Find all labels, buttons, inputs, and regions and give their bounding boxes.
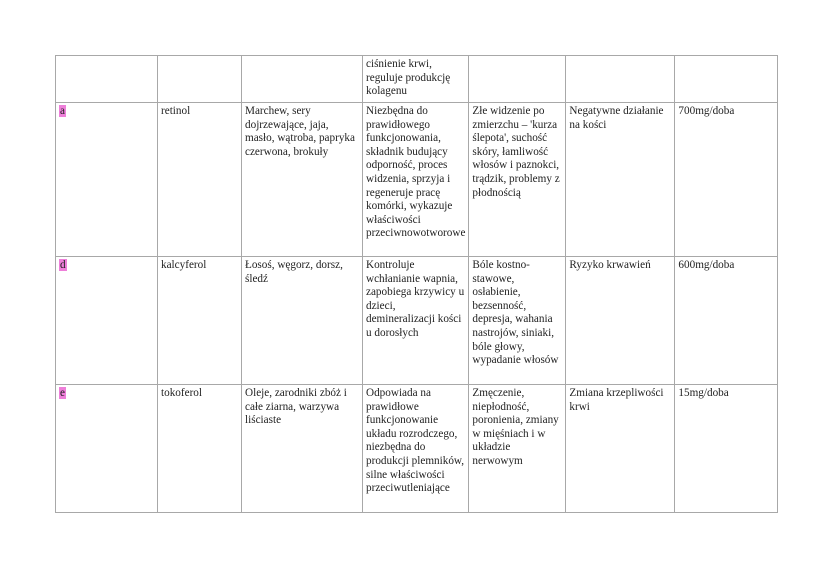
- name-cell: kalcyferol: [158, 257, 242, 385]
- excess-cell: Negatywne działanie na kości: [566, 103, 675, 257]
- vitamin-cell: [56, 103, 158, 257]
- dose-cell: 600mg/doba: [675, 257, 778, 385]
- table-row: [56, 103, 778, 257]
- excess-cell: Ryzyko krwawień: [566, 257, 675, 385]
- sources-cell: [242, 56, 363, 103]
- name-cell: [158, 56, 242, 103]
- vitamin-cell: [56, 257, 158, 385]
- deficiency-cell: [469, 56, 566, 103]
- sources-cell: Łosoś, węgorz, dorsz, śledź: [242, 257, 363, 385]
- excess-cell: Zmiana krzepliwości krwi: [566, 385, 675, 513]
- table-row: [56, 257, 778, 385]
- function-cell: ciśnienie krwi, reguluje produkcję kolagenu: [363, 56, 469, 103]
- dose-cell: [675, 56, 778, 103]
- deficiency-cell: Zmęczenie, niepłodność, poronienia, zmiany w mięśniach i w układzie nerwowym: [469, 385, 566, 513]
- function-cell: Odpowiada na prawidłowe funkcjonowanie układu rozrodczego, niezbędna do produkcji plemników, silne właściwości przeciwutleniające: [363, 385, 469, 513]
- table-row: [56, 56, 778, 103]
- highlighted-vitamin-letter: e: [60, 387, 65, 399]
- dose-cell: 700mg/doba: [675, 103, 778, 257]
- vitamin-cell: [56, 385, 158, 513]
- highlighted-vitamin-letter: d: [60, 259, 66, 271]
- function-cell: Kontroluje wchłanianie wapnia, zapobiega krzywicy u dzieci, demineralizacji kości u dorosłych: [363, 257, 469, 385]
- highlighted-vitamin-letter: a: [60, 105, 65, 117]
- name-cell: retinol: [158, 103, 242, 257]
- function-cell: Niezbędna do prawidłowego funkcjonowania, składnik budujący odporność, proces widzenia, sprzyja i regeneruje pracę komórki, wykazuje właściwości przeciwnowotworowe: [363, 103, 469, 257]
- deficiency-cell: Złe widzenie po zmierzchu – 'kurza ślepota', suchość skóry, łamliwość włosów i paznokci, trądzik, problemy z płodnością: [469, 103, 566, 257]
- sources-cell: Oleje, zarodniki zbóż i całe ziarna, warzywa liściaste: [242, 385, 363, 513]
- vitamin-cell: [56, 56, 158, 103]
- sources-cell: Marchew, sery dojrzewające, jaja, masło, wątroba, papryka czerwona, brokuły: [242, 103, 363, 257]
- dose-cell: 15mg/doba: [675, 385, 778, 513]
- table-row: [56, 385, 778, 513]
- excess-cell: [566, 56, 675, 103]
- vitamin-table: [55, 55, 778, 513]
- name-cell: tokoferol: [158, 385, 242, 513]
- deficiency-cell: Bóle kostno-stawowe, osłabienie, bezsenność, depresja, wahania nastrojów, siniaki, bóle głowy, wypadanie włosów: [469, 257, 566, 385]
